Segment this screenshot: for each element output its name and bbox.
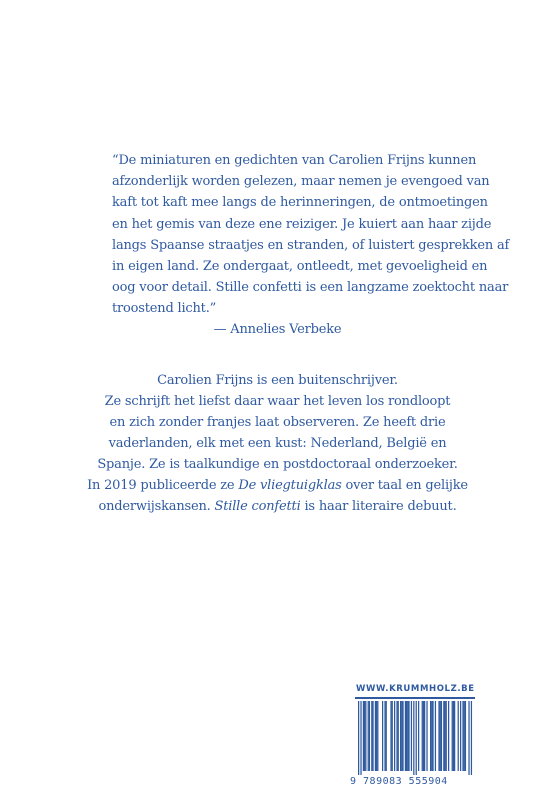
barcode-bar <box>384 701 385 771</box>
barcode-bar <box>411 701 412 771</box>
barcode-bar <box>465 701 466 771</box>
bio-text: onderwijskansen. <box>98 499 215 514</box>
barcode-bar <box>430 701 431 771</box>
bio-line: Carolien Frijns is een buitenschrijver. <box>157 373 398 388</box>
barcode-bar <box>402 701 403 771</box>
barcode-bar <box>406 701 407 771</box>
bio-line <box>0 496 555 517</box>
barcode-bar <box>443 701 444 771</box>
barcode-bar <box>358 701 359 775</box>
barcode-bar <box>462 701 463 771</box>
quote-line: “De miniaturen en gedichten van Carolien Frijns kunnen <box>112 153 477 168</box>
book-title: Stille confetti <box>214 499 301 514</box>
barcode-bar <box>372 701 373 771</box>
barcode-bar <box>432 701 433 771</box>
barcode-bar <box>441 701 442 771</box>
barcode-bar <box>440 701 441 771</box>
book-title-debut-prior: De vliegtuigklas <box>238 478 342 493</box>
author-bio <box>0 370 555 517</box>
isbn-barcode <box>355 697 475 781</box>
barcode-bar <box>375 701 376 771</box>
barcode-bar <box>435 701 436 771</box>
barcode-bar <box>460 701 461 771</box>
barcode-bar <box>405 701 406 771</box>
isbn-number: 9 789083 555904 <box>350 776 448 787</box>
barcode-bar <box>453 701 454 771</box>
barcode-bar <box>413 701 414 775</box>
barcode-bar <box>416 701 417 775</box>
quote-line: in eigen land. Ze ondergaat, ontleedt, met gevoeligheid en <box>112 259 488 275</box>
barcode-bar <box>431 701 432 771</box>
bio-text: In 2019 publiceerde ze <box>87 478 239 493</box>
barcode-bar <box>369 701 370 771</box>
barcode-bar <box>426 701 427 771</box>
quote-line: kaft tot kaft mee langs de herinneringen, de ontmoetingen <box>112 195 488 211</box>
bio-line: Spanje. Ze is taalkundige en postdoctoraal onderzoeker. <box>97 457 458 472</box>
barcode-bar <box>400 701 401 771</box>
barcode-bar <box>392 701 393 771</box>
barcode-bar <box>394 701 395 771</box>
barcode-bar <box>468 701 469 775</box>
barcode-bar <box>424 701 425 771</box>
barcode-bar <box>418 701 419 771</box>
bio-text: over taal en gelijke <box>341 478 468 493</box>
barcode-bar <box>471 701 472 775</box>
quote-line: langs Spaanse straatjes en stranden, of luistert gesprekken af <box>112 237 510 253</box>
barcode-bar <box>390 701 391 771</box>
quote-line: oog voor detail. Stille confetti is een langzame zoektocht naar <box>112 280 509 296</box>
blurb-quote <box>112 150 510 320</box>
bio-text: is haar literaire debuut. <box>300 499 457 514</box>
barcode-bar <box>448 701 449 771</box>
bio-line: en zich zonder franjes laat observeren. Ze heeft drie <box>109 415 446 430</box>
barcode-bar <box>446 701 447 771</box>
barcode-bar <box>371 701 372 771</box>
bio-line: vaderlanden, elk met een kust: Nederland, België en <box>108 436 447 451</box>
barcode-bar <box>407 701 408 771</box>
barcode-bar <box>398 701 399 771</box>
quote-line: troostend licht.” <box>112 301 217 317</box>
quote-line: en het gemis van deze ene reiziger. Je kuiert aan haar zijde <box>112 216 492 232</box>
barcode-bar <box>438 701 439 771</box>
barcode-bar <box>382 701 383 771</box>
barcode-bar <box>363 701 364 771</box>
barcode-bar <box>458 701 459 771</box>
bio-line: Ze schrijft het liefst daar waar het leven los rondloopt <box>104 394 451 409</box>
barcode-bar <box>368 701 369 771</box>
barcode-bar <box>408 701 409 771</box>
barcode-bar <box>452 701 453 771</box>
barcode-bar <box>444 701 445 771</box>
barcode-bar <box>422 701 423 771</box>
barcode-bar <box>365 701 366 771</box>
barcode-bar <box>376 701 377 771</box>
barcode-bar <box>423 701 424 771</box>
quote-attribution: — Annelies Verbeke <box>213 322 342 337</box>
barcode-bars <box>355 699 475 777</box>
barcode-bar <box>360 701 361 775</box>
barcode-bar <box>377 701 378 771</box>
barcode-bar <box>464 701 465 771</box>
barcode-bar <box>386 701 387 771</box>
barcode-bar <box>401 701 402 771</box>
bio-line <box>0 475 555 496</box>
barcode-bar <box>396 701 397 771</box>
quote-line: afzonderlijk worden gelezen, maar nemen je evengoed van <box>112 174 490 190</box>
barcode-bar <box>454 701 455 771</box>
publisher-url: WWW.KRUMMHOLZ.BE <box>356 684 475 694</box>
barcode-bar <box>364 701 365 771</box>
